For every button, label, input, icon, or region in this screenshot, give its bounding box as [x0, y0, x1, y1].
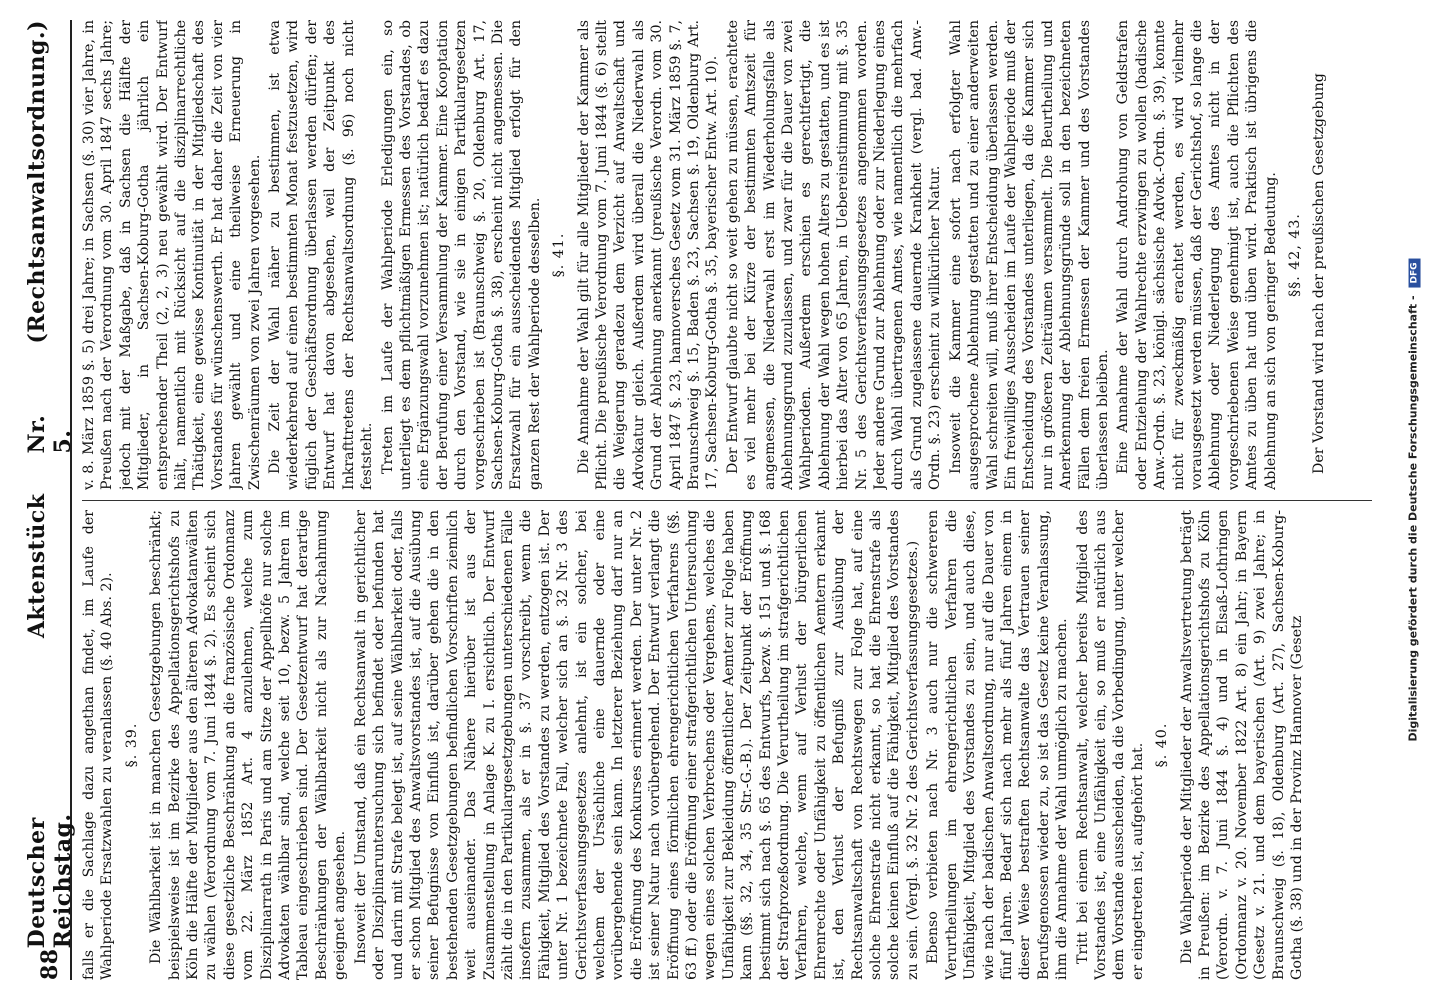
- section-heading: §. 41.: [551, 232, 568, 278]
- paragraph: Eine Annahme der Wahl durch Androhung von Geldstrafen oder Entziehung der Wahlrechte erzwingen zu wollen (badische Anw.-Ordn. §. 23, königl. sächsische Advok.-Ordn. §. 39), konnte nicht für zweckmäßig erachtet werden, es wird vielmehr vorausgesetzt werden müssen, daß der Gerichtshof, so lange die Ablehnung oder Niederlegung des Amtes nicht in der vorgeschriebenen Weise genehmigt ist, auch die Pflichten des Amtes zu üben hat und üben wird. Praktisch ist übrigens die Ablehnung an sich von geringer Bedeutung.: [1115, 20, 1279, 490]
- page-number: 88: [37, 948, 63, 980]
- section-heading: §. 40.: [1154, 722, 1171, 768]
- paragraph: Treten im Laufe der Wahlperiode Erledigungen ein, so unterliegt es dem pflichtmäßigen Ermessen des Vorstandes, ob eine Ergänzungswahl vorzunehmen ist; natürlich bedarf es dazu der Berufung einer Versammlung der Kammer. Eine Kooptation durch den Vorstand, wie sie in einigen Partikulargesetzen vorgeschrieben ist (Braunschweig §. 20, Oldenburg Art. 17, Sachsen-Koburg-Gotha §. 38), erscheint nicht angemessen. Die Ersatzwahl für ein ausscheidendes Mitglied erfolgt für den ganzen Rest der Wahlperiode desselben.: [379, 20, 543, 490]
- header-subject: (Rechtsanwaltsordnung.): [24, 20, 50, 344]
- paragraph: Der Entwurf glaubte nicht so weit gehen zu müssen, erachtete es viel mehr bei der Kürze der bestimmten Amtszeit für angemessen, die Niederwahl erst im Wiederholungsfalle als Ablehnungsgrund zuzulassen, und zwar für die Dauer von zwei Wahlperioden. Außerdem erschien es gerechtfertigt, die Ablehnung der Wahl wegen hohen Alters zu gestatten, und es ist hierbei das Alter von 65 Jahren, in Uebereinstimmung mit §. 35 Nr. 5 des Gerichtsverfassungsgesetzes angenommen worden. Jeder andere Grund zur Ablehnung oder zur Niederlegung eines durch Wahl übertragenen Amtes, wie namentlich die mehrfach als Grund zugelassene dauernde Krankheit (vergl. bad. Anw.-Ordn. §. 23) erscheint zu willkürlicher Natur.: [724, 20, 944, 490]
- left-column: [80, 510, 1380, 980]
- paragraph: Die Wählbarkeit ist in manchen Gesetzgebungen beschränkt; beispielsweise ist im Bezirke des Appellationsgerichtshofs zu Köln die Hälfte der Mitglieder aus den älteren Advokatanwälten zu wählen (Verordnung vom 7. Juni 1844 §. 2). Es scheint sich diese gesetzliche Beschränkung an die französische Ordonnanz vom 22. März 1852 Art. 4 anzulehnen, welche zum Disziplinarrath in Paris und am Sitze der Appellhöfe nur solche Advokaten wählbar sind, welche seit 10, bezw. 5 Jahren im Tableau eingeschrieben sind. Der Gesetzentwurf hat derartige Beschränkungen der Wählbarkeit nicht als zur Nachahmung geeignet angesehen.: [148, 510, 349, 980]
- header-kind: Aktenstück: [24, 493, 50, 639]
- page-header: [24, 20, 76, 980]
- digitization-credit: [1396, 0, 1432, 1000]
- paragraph: v. 8. März 1859 §. 5) drei Jahre; in Sachsen (§. 30) vier Jahre, in Preußen nach der Verordnung vom 30. April 1847 sechs Jahre; jedoch mit der Maßgabe, daß in Sachsen die Hälfte der Mitglieder, in Sachsen-Koburg-Gotha jährlich ein entsprechender Theil (2, 2, 3) neu gewählt wird. Der Entwurf hält, namentlich mit Rücksicht auf die disziplinarrechtliche Thätigkeit, eine gewisse Kontinuität in der Mitgliedschaft des Vorstandes für wünschenswerth. Er hat daher die Zeit von vier Jahren gewählt und eine theilweise Erneuerung in Zwischenräumen von zwei Jahren vorgesehen.: [81, 20, 263, 490]
- paragraph: Insoweit die Kammer eine sofort nach erfolgter Wahl ausgesprochene Ablehnung gestatten und zu einer anderweiten Wahl schreiten will, muß ihrer Entscheidung überlassen werden. Ein freiwilliges Ausscheiden im Laufe der Wahlperiode muß der Entscheidung des Vorstandes unterliegen, da die Kammer sich nur in größeren Zeiträumen versammelt. Die Beurtheilung und Anerkennung der Ablehnungsgründe soll in den bezeichneten Fällen dem freien Ermessen der Kammer und des Vorstandes überlassen bleiben.: [947, 20, 1111, 490]
- paragraph: Die Wahlperiode der Mitglieder der Anwaltsvertretung beträgt in Preußen: im Bezirke des Appellationsgerichtshofs zu Köln (Verordn. v. 7. Juni 1844 §. 4) und in Elsaß-Lothringen (Ordonnanz v. 20. November 1822 Art. 8) ein Jahr; in Bayern (Gesetz v. 21. und dem bayerischen (Art. 9) zwei Jahre; in Braunschweig (§. 18), Oldenburg (Art. 27), Sachsen-Koburg-Gotha (§. 38) und in der Provinz Hannover (Gesetz: [1178, 510, 1305, 980]
- paragraph: Insoweit der Umstand, daß ein Rechtsanwalt in gerichtlicher oder Disziplinaruntersuchung sich befindet oder befunden hat und darin mit Strafe belegt ist, auf seine Wählbarkeit oder, falls er schon Mitglied des Anwaltsvorstandes ist, auf die Ausübung seiner Befugnisse von Einfluß ist, darüber gehen die in den bestehenden Gesetzgebungen befindlichen Vorschriften ziemlich weit auseinander. Das Nähere hierüber ist aus der Zusammenstellung in Anlage K. zu I. ersichtlich. Der Entwurf zählt die in den Partikulargesetzgebungen unterschiedenen Fälle insofern zusammen, als er in §. 37 vorschreibt, wenn die Fähigkeit, Mitglied des Vorstandes zu werden, entzogen ist. Der unter Nr. 1 bezeichnete Fall, welcher sich an §. 32 Nr. 3 des Gerichtsverfassungsgesetzes anlehnt, ist ein solcher, bei welchem der Ursächliche eine dauernde oder eine vorübergehende sein kann. In letzterer Beziehung darf nur an die Eröffnung des Konkurses erinnert werden. Der unter Nr. 2 ist seiner Natur nach vorübergehend. Der Entwurf verlangt die Eröffnung eines förmlichen ehrengerichtlichen Verfahrens (§§. 63 ff.) oder die Eröffnung einer strafgerichtlichen Untersuchung wegen eines solchen Verbrechens oder Vergehens, welches die Unfähigkeit zur Bekleidung öffentlicher Aemter zur Folge haben kann (§§. 32, 34, 35 Str.-G.-B.). Der Zeitpunkt der Eröffnung bestimmt sich nach §. 65 des Entwurfs, bezw. §. 151 und §. 168 der Strafprozeßordnung. Die Verurtheilung im strafgerichtlichen Verfahren, welche, wenn auf Verlust der bürgerlichen Ehrenrechte oder Unfähigkeit zu öffentlichen Aemtern erkannt ist, den Verlust der Befugniß zur Ausübung der Rechtsanwaltschaft von Rechtswegen zur Folge hat, auf eine solche Ehrenstrafe nicht erkannt, so hat die Ehrenstrafe als solche keinen Einfluß auf die Fähigkeit, Mitglied des Vorstandes zu sein. (Vergl. §. 32 Nr. 2 des Gerichtsverfassungsgesetzes.): [352, 510, 921, 980]
- paragraph: Ebenso verbieten nach Nr. 3 auch nur die schwereren Verurtheilungen im ehrengerichtlichen Verfahren die Unfähigkeit, Mitglied des Vorstandes zu sein, und auch diese, wie nach der badischen Anwaltsordnung, nur auf die Dauer von fünf Jahren. Bedarf sich nach mehr als fünf Jahren einem in dieser Weise bestraften Rechtsanwalte das Vertrauen seiner Berufsgenossen wieder zu, so ist das Gesetz keine Veranlassung, ihm die Annahme der Wahl unmöglich zu machen.: [925, 510, 1071, 980]
- credit-text-wrap: [1407, 258, 1421, 741]
- paragraph: Der Vorstand wird nach der preußischen Gesetzgebung: [1311, 73, 1328, 474]
- header-number: Nr. 5.: [24, 414, 76, 454]
- section-heading: §. 39.: [123, 722, 140, 768]
- column-divider: [82, 500, 1372, 501]
- paragraph: Tritt bei einem Rechtsanwalt, welcher bereits Mitglied des Vorstandes ist, eine Unfähigkeit ein, so muß er natürlich aus dem Vorstande ausscheiden, da die Vorbedingung, unter welcher er eingetreten ist, aufgehört hat.: [1074, 510, 1146, 980]
- dfg-logo: DFG: [1409, 258, 1421, 287]
- header-title: Deutscher Reichstag.: [24, 813, 76, 949]
- right-column: [80, 20, 1380, 490]
- credit-text: Digitalisierung gefördert durch die Deutsche Forschungsgemeinschaft -: [1407, 295, 1421, 742]
- paragraph: Die Zeit der Wahl näher zu bestimmen, ist etwa wiederkehrend auf einen bestimmten Monat festzusetzen, wird füglich der Geschäftsordnung überlassen werden dürfen; der Entwurf hat davon abgesehen, weil der Zeitpunkt des Inkrafttretens der Rechtsanwaltsordnung (§. 96) noch nicht feststeht.: [267, 20, 376, 490]
- header-center: [24, 20, 76, 948]
- section-heading: §§. 42, 43.: [1287, 213, 1303, 297]
- paragraph: falls er die Sachlage dazu angethan findet, im Laufe der Wahlperiode Ersatzwahlen zu veranlassen (§. 40 Abs. 2).: [81, 510, 116, 980]
- paragraph: Die Annahme der Wahl gilt für alle Mitglieder der Kammer als Pflicht. Die preußische Verordnung vom 7. Juni 1844 (§. 6) stellt die Weigerung geradezu dem Verzicht auf Anwaltschaft und Advokatur gleich. Außerdem wird überall die Niederwahl als Grund der Ablehnung anerkannt (preußische Verordn. vom 30. April 1847 §. 23, hannoversches Gesetz vom 31. März 1859 §. 7, Braunschweig §. 15, Baden §. 23, Sachsen §. 19, Oldenburg Art. 17, Sachsen-Koburg-Gotha §. 35, bayerischer Entw. Art. 10).: [575, 20, 721, 490]
